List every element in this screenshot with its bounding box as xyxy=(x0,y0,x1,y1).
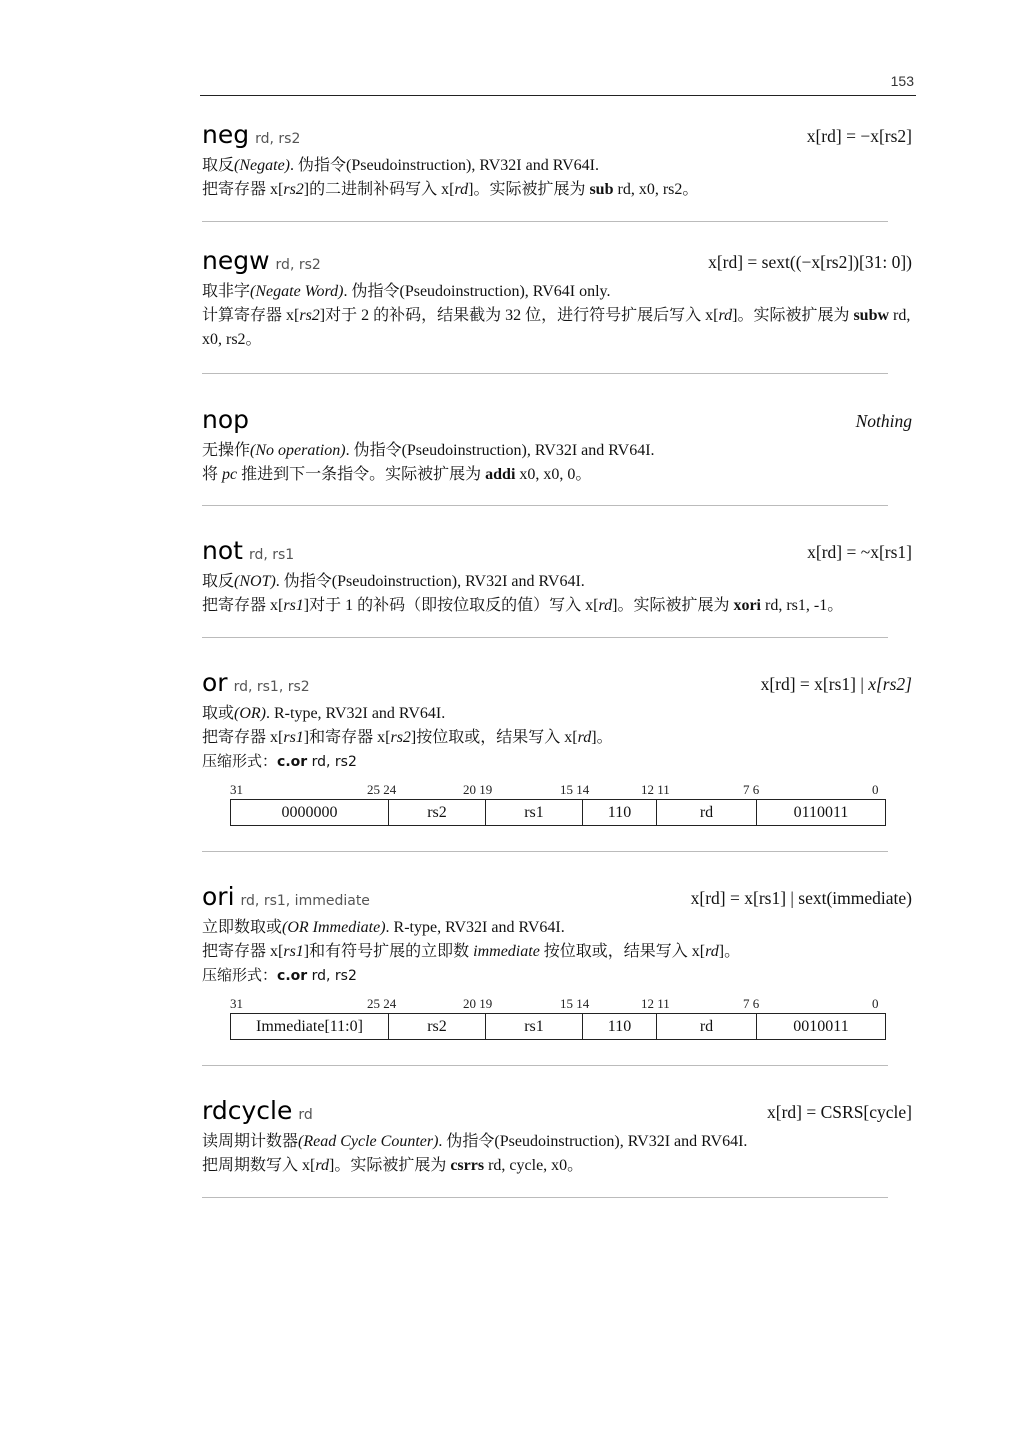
body-reg: immediate xyxy=(473,943,540,960)
body-text: 推进到下一条指令。实际被扩展为 xyxy=(237,466,486,483)
desc-en: (Negate) xyxy=(234,157,290,174)
body-text: ]。实际被扩展为 xyxy=(468,181,590,198)
entry-neg xyxy=(202,120,912,202)
body-text: ]。 xyxy=(718,943,741,960)
body-text: 把寄存器 x[ xyxy=(202,181,284,198)
desc-rest: . 伪指令(Pseudoinstruction), RV32I and RV64I. xyxy=(345,442,655,459)
entry-header xyxy=(202,536,912,570)
field-funct3: 110 xyxy=(583,1014,657,1039)
description-line xyxy=(202,280,912,304)
entry-header xyxy=(202,246,912,280)
body-text: 把周期数写入 x[ xyxy=(202,1157,316,1174)
body-text: ]。 xyxy=(591,729,613,746)
operands: rd, rs1, immediate xyxy=(240,893,370,909)
body-line xyxy=(202,304,912,352)
desc-en: (OR Immediate) xyxy=(282,919,386,936)
entry-header xyxy=(202,668,912,702)
mnemonic: negw xyxy=(202,246,270,275)
body-text: rd, x0, rs2。 xyxy=(613,181,699,198)
body-text: ]按位取或，结果写入 x[ xyxy=(410,729,578,746)
body-reg: rd xyxy=(454,181,469,198)
body-reg: pc xyxy=(222,466,238,483)
bit-label: 12 11 xyxy=(641,782,670,797)
compressed-form xyxy=(202,964,912,988)
encoding-fields xyxy=(230,799,886,826)
bit-label: 0 xyxy=(872,996,879,1011)
bit-label: 15 14 xyxy=(560,996,590,1011)
desc-en: (NOT) xyxy=(234,573,276,590)
bit-label: 7 6 xyxy=(743,782,760,797)
desc-rest: . 伪指令(Pseudoinstruction), RV32I and RV64I. xyxy=(438,1133,748,1150)
body-text: 按位取或，结果写入 x[ xyxy=(539,943,706,960)
body-reg: rd xyxy=(315,1157,329,1174)
bit-label: 25 24 xyxy=(367,782,397,797)
comp-label: 压缩形式： xyxy=(202,754,278,770)
comp-label: 压缩形式： xyxy=(202,968,278,984)
bit-label: 7 6 xyxy=(743,996,760,1011)
entry-rdcycle xyxy=(202,1096,912,1178)
bit-label: 20 19 xyxy=(463,782,493,797)
body-op: sub xyxy=(589,181,614,198)
body-text: ]。实际被扩展为 xyxy=(732,307,854,324)
operands: rd, rs1, rs2 xyxy=(233,679,310,695)
body-op: csrrs xyxy=(450,1157,485,1174)
formula: x[rd] = ~x[rs1] xyxy=(807,542,912,562)
body-text: x0, x0, 0。 xyxy=(515,466,592,483)
body-text: 计算寄存器 x[ xyxy=(202,307,300,324)
entry-header xyxy=(202,1096,912,1130)
divider xyxy=(202,1197,888,1198)
comp-op: c.or xyxy=(277,968,308,984)
body-text: ]和寄存器 x[ xyxy=(303,729,391,746)
divider xyxy=(202,851,888,852)
entry-ori xyxy=(202,882,912,1040)
formula: x[rd] = x[rs1] | sext(immediate) xyxy=(690,888,912,908)
body-reg: rs1 xyxy=(283,729,304,746)
body-text: ]的二进制补码写入 x[ xyxy=(303,181,455,198)
entry-header xyxy=(202,405,912,439)
body-text: 把寄存器 x[ xyxy=(202,597,284,614)
description-line xyxy=(202,570,912,594)
header-rule xyxy=(200,95,916,96)
desc-cn: 取反 xyxy=(202,573,235,590)
formula xyxy=(761,674,912,695)
bit-label: 15 14 xyxy=(560,782,590,797)
field-rs1: rs1 xyxy=(486,800,583,825)
compressed-form xyxy=(202,750,912,774)
mnemonic: nop xyxy=(202,405,250,434)
bit-positions xyxy=(230,782,886,799)
body-text: rd, cycle, x0。 xyxy=(484,1157,584,1174)
body-reg: rs2 xyxy=(390,729,411,746)
field-funct3: 110 xyxy=(583,800,657,825)
desc-cn: 取非字 xyxy=(202,283,251,300)
body-op: subw xyxy=(853,307,890,324)
desc-cn: 取或 xyxy=(202,705,235,722)
desc-en: (OR) xyxy=(234,705,266,722)
desc-rest: . R-type, RV32I and RV64I. xyxy=(385,919,565,936)
field-funct7: 0000000 xyxy=(231,800,389,825)
desc-cn: 读周期计数器 xyxy=(202,1133,299,1150)
entry-not xyxy=(202,536,912,618)
operands: rd, rs2 xyxy=(255,131,301,147)
desc-cn: 取反 xyxy=(202,157,235,174)
field-immediate: Immediate[11:0] xyxy=(231,1014,389,1039)
body-text: 把寄存器 x[ xyxy=(202,943,284,960)
desc-cn: 立即数取或 xyxy=(202,919,283,936)
body-reg: rd xyxy=(577,729,592,746)
entry-nop xyxy=(202,405,912,487)
body-reg: rs2 xyxy=(299,307,320,324)
bit-label: 12 11 xyxy=(641,996,670,1011)
desc-cn: 无操作 xyxy=(202,442,251,459)
divider xyxy=(202,505,888,506)
body-op: xori xyxy=(733,597,761,614)
field-rd: rd xyxy=(657,1014,757,1039)
formula-part: x[rs2] xyxy=(868,674,912,694)
entry-header xyxy=(202,882,912,916)
body-reg: rd xyxy=(718,307,733,324)
body-text: ]。实际被扩展为 xyxy=(328,1157,451,1174)
bit-label: 0 xyxy=(872,782,879,797)
comp-op: c.or xyxy=(277,754,308,770)
mnemonic: not xyxy=(202,536,243,565)
formula: x[rd] = CSRS[cycle] xyxy=(767,1102,912,1122)
desc-rest: . 伪指令(Pseudoinstruction), RV32I and RV64I. xyxy=(290,157,599,174)
desc-en: (Read Cycle Counter) xyxy=(298,1133,439,1150)
description-line xyxy=(202,439,912,463)
divider xyxy=(202,373,888,374)
body-text: ]对于 2 的补码，结果截为 32 位，进行符号扩展后写入 x[ xyxy=(319,307,719,324)
body-line xyxy=(202,594,912,618)
body-reg: rs1 xyxy=(283,597,304,614)
page-number: 153 xyxy=(890,73,914,89)
body-line xyxy=(202,1154,912,1178)
divider xyxy=(202,637,888,638)
operands: rd, rs2 xyxy=(275,257,321,273)
description-line xyxy=(202,1130,912,1154)
body-text: 将 xyxy=(202,466,223,483)
comp-operands: rd, rs2 xyxy=(307,968,357,984)
comp-operands: rd, rs2 xyxy=(307,754,357,770)
description-line xyxy=(202,702,912,726)
body-op: addi xyxy=(485,466,516,483)
body-text: 把寄存器 x[ xyxy=(202,729,284,746)
description-line xyxy=(202,916,912,940)
encoding-table xyxy=(230,782,886,826)
description-line xyxy=(202,154,912,178)
entry-header xyxy=(202,120,912,154)
body-reg: rd xyxy=(705,943,719,960)
field-rs2: rs2 xyxy=(389,800,486,825)
divider xyxy=(202,221,888,222)
bit-label: 20 19 xyxy=(463,996,493,1011)
body-text: ]。实际被扩展为 xyxy=(612,597,734,614)
body-line xyxy=(202,726,912,750)
field-rd: rd xyxy=(657,800,757,825)
entry-negw xyxy=(202,246,912,352)
bit-label: 31 xyxy=(230,782,243,797)
desc-rest: . R-type, RV32I and RV64I. xyxy=(266,705,446,722)
field-opcode: 0010011 xyxy=(793,1018,849,1035)
body-reg: rs2 xyxy=(283,181,304,198)
desc-en: (No operation) xyxy=(250,442,346,459)
mnemonic: ori xyxy=(202,882,235,911)
mnemonic: or xyxy=(202,668,228,697)
desc-en: (Negate Word) xyxy=(250,283,344,300)
body-text: rd, x0, rs2。 xyxy=(202,307,911,348)
field-opcode: 0110011 xyxy=(793,804,849,821)
body-text: ]和有符号扩展的立即数 xyxy=(303,943,474,960)
field-rs1: rs1 xyxy=(486,1014,583,1039)
desc-rest: . 伪指令(Pseudoinstruction), RV32I and RV64I. xyxy=(275,573,585,590)
formula: x[rd] = −x[rs2] xyxy=(806,126,912,146)
bit-positions xyxy=(230,996,886,1013)
body-line xyxy=(202,940,912,964)
formula-part: x[rd] = x[rs1] | xyxy=(760,674,869,694)
divider xyxy=(202,1065,888,1066)
body-reg: rd xyxy=(598,597,613,614)
formula: x[rd] = sext((−x[rs2])[31: 0]) xyxy=(708,252,912,272)
body-line xyxy=(202,178,912,202)
formula: Nothing xyxy=(855,411,912,431)
entry-or xyxy=(202,668,912,826)
mnemonic: rdcycle xyxy=(202,1096,293,1125)
bit-label: 31 xyxy=(230,996,243,1011)
bit-label: 25 24 xyxy=(367,996,397,1011)
body-text: ]对于 1 的补码（即按位取反的值）写入 x[ xyxy=(303,597,599,614)
body-text: rd, rs1, -1。 xyxy=(761,597,844,614)
field-rs2: rs2 xyxy=(389,1014,486,1039)
operands: rd, rs1 xyxy=(248,547,295,563)
body-reg: rs1 xyxy=(283,943,304,960)
body-line xyxy=(202,463,912,487)
encoding-fields xyxy=(230,1013,886,1040)
desc-rest: . 伪指令(Pseudoinstruction), RV64I only. xyxy=(343,283,611,300)
mnemonic: neg xyxy=(202,120,250,149)
encoding-table xyxy=(230,996,886,1040)
operands: rd xyxy=(298,1107,313,1123)
